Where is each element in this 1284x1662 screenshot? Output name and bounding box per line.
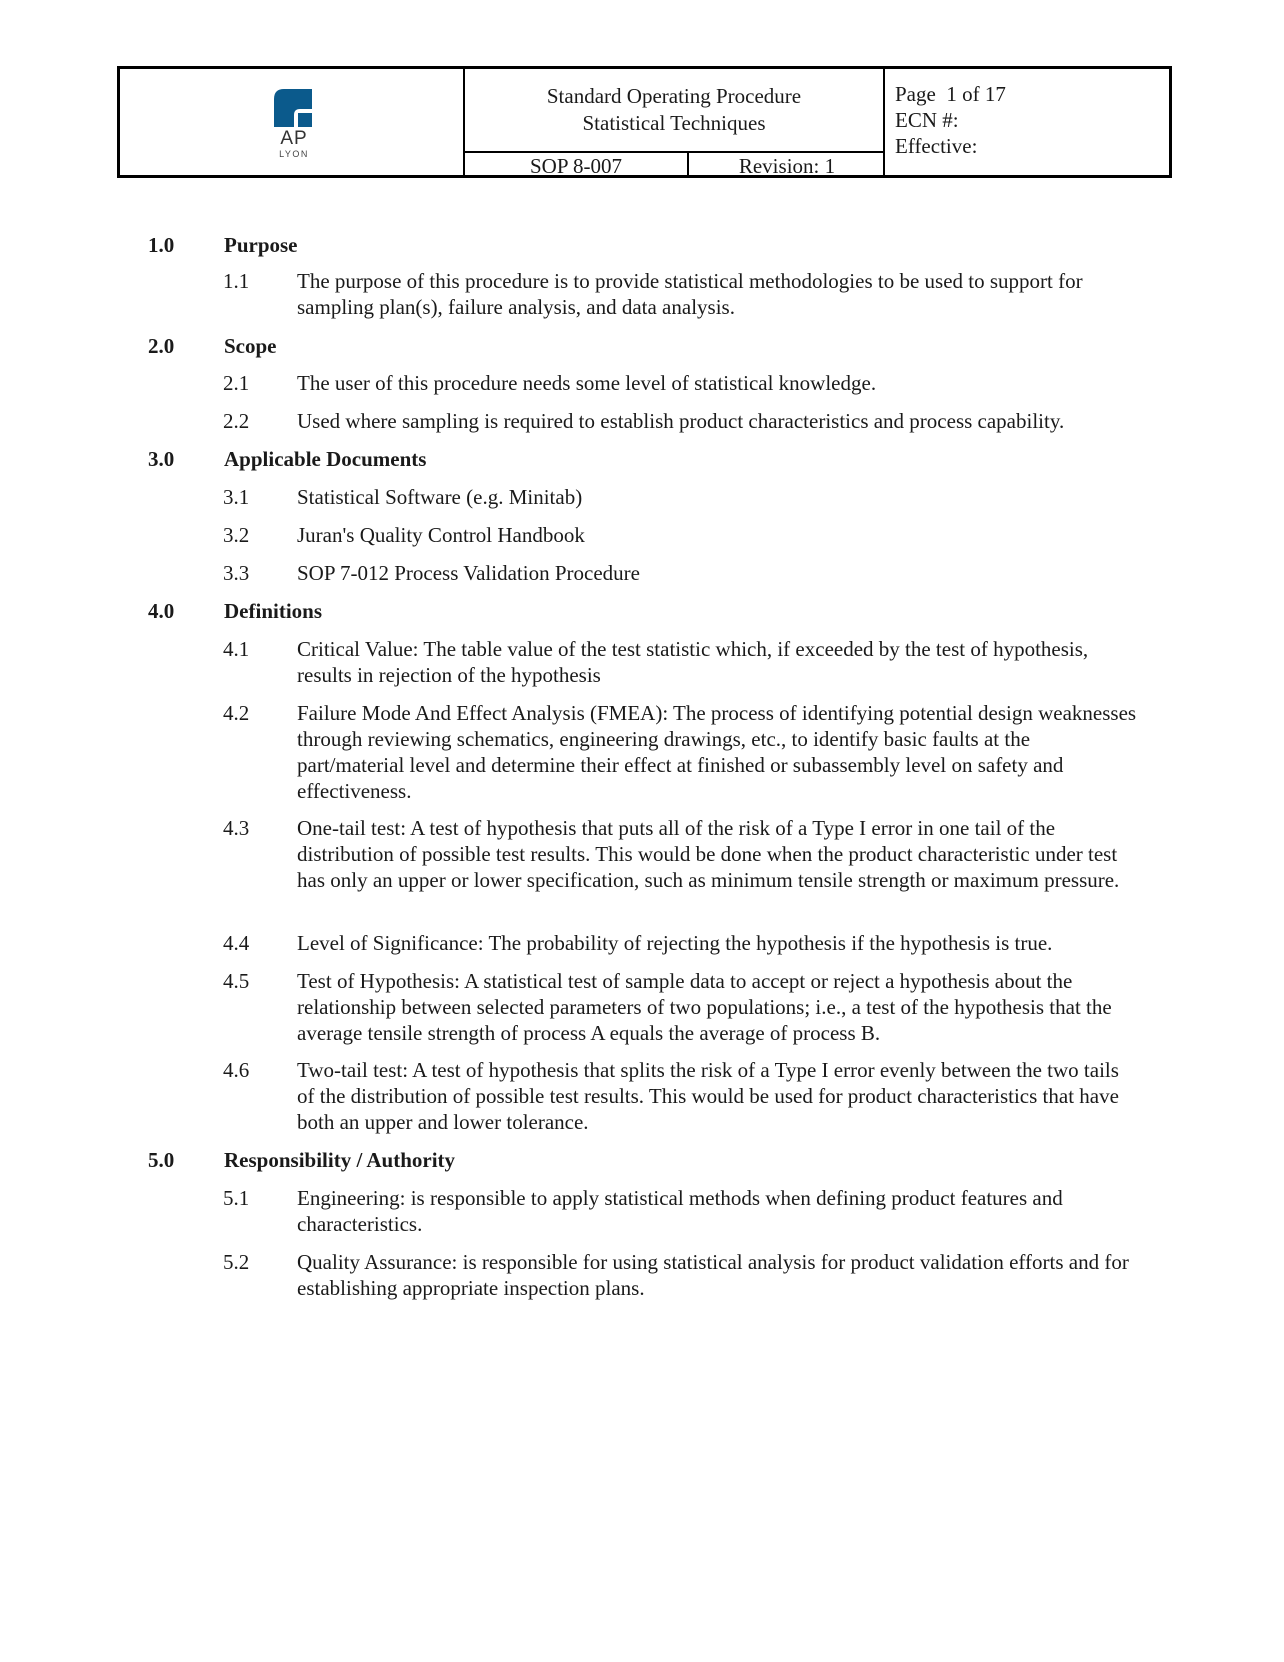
section-number: 3.0 — [148, 447, 175, 471]
logo-cell — [120, 69, 465, 175]
item-text: Used where sampling is required to establish product characteristics and process capability. — [297, 409, 1065, 433]
sop-number: SOP 8-007 — [465, 153, 689, 177]
title-cell — [465, 69, 885, 178]
item-text: The purpose of this procedure is to provide statistical methodologies to be used to support for sampling plan(s), failure analysis, and data analysis. — [297, 269, 1083, 319]
item-text: Two-tail test: A test of hypothesis that splits the risk of a Type I error evenly between the two tails of the distribution of possible test results. This would be used for product characteristics that have both an upper and lower tolerance. — [297, 1058, 1119, 1134]
item-number: 5.1 — [223, 1186, 250, 1210]
section-title: Purpose — [224, 233, 298, 257]
doc-type: Standard Operating Procedure — [546, 84, 802, 108]
logo-ap-text: AP — [280, 128, 308, 149]
item-text: The user of this procedure needs some level of statistical knowledge. — [297, 371, 877, 395]
section-number: 1.0 — [148, 233, 175, 257]
section-number: 5.0 — [148, 1148, 175, 1172]
doc-id-row — [465, 151, 883, 177]
item-text: Failure Mode And Effect Analysis (FMEA): The process of identifying potential design weaknesses through reviewing schematics, engineering drawings, etc., to identify basic faults at the part/material level and determine their effect at finished or subassembly level on safety and effectiveness. — [297, 701, 1137, 803]
logo-lyon-text: LYON — [279, 149, 309, 159]
section-title: Applicable Documents — [224, 447, 427, 471]
item-number: 4.2 — [223, 701, 250, 725]
page-info-cell — [885, 69, 1169, 175]
document-header — [117, 66, 1172, 178]
ecn-number: ECN #: — [895, 108, 959, 132]
item-number: 4.4 — [223, 931, 250, 955]
company-logo — [274, 89, 314, 161]
item-number: 4.3 — [223, 816, 250, 840]
revision: Revision: 1 — [738, 154, 836, 178]
section-title: Scope — [224, 334, 277, 358]
item-text: Quality Assurance: is responsible for using statistical analysis for product validation efforts and for establishing appropriate inspection plans. — [297, 1250, 1129, 1300]
item-text: Juran's Quality Control Handbook — [297, 523, 585, 547]
ap-lyon-logo-icon — [274, 89, 312, 127]
item-number: 2.2 — [223, 409, 250, 433]
item-number: 5.2 — [223, 1250, 250, 1274]
item-text: Level of Significance: The probability of rejecting the hypothesis if the hypothesis is true. — [297, 931, 1053, 955]
item-text: Critical Value: The table value of the test statistic which, if exceeded by the test of hypothesis, results in rejection of the hypothesis — [297, 637, 1089, 687]
item-number: 3.1 — [223, 485, 250, 509]
item-number: 3.3 — [223, 561, 250, 585]
item-text: SOP 7-012 Process Validation Procedure — [297, 561, 640, 585]
item-text: Test of Hypothesis: A statistical test of sample data to accept or reject a hypothesis about the relationship between selected parameters of two populations; i.e., a test of the hypothesis that the average tensile strength of process A equals the average of process B. — [297, 969, 1112, 1045]
page-number: Page 1 of 17 — [895, 82, 1006, 106]
section-title: Definitions — [224, 599, 323, 623]
item-number: 4.5 — [223, 969, 250, 993]
effective-date: Effective: — [895, 134, 978, 158]
item-text: Engineering: is responsible to apply statistical methods when defining product features and characteristics. — [297, 1186, 1063, 1236]
section-number: 4.0 — [148, 599, 175, 623]
item-text: Statistical Software (e.g. Minitab) — [297, 485, 583, 509]
section-number: 2.0 — [148, 334, 175, 358]
section-title: Responsibility / Authority — [224, 1148, 456, 1172]
item-number: 3.2 — [223, 523, 250, 547]
item-number: 4.6 — [223, 1058, 250, 1082]
item-number: 1.1 — [223, 269, 250, 293]
doc-title: Statistical Techniques — [582, 111, 766, 135]
item-text: One-tail test: A test of hypothesis that puts all of the risk of a Type I error in one tail of the distribution of possible test results. This would be done when the product characteristic under test has only an upper or lower specification, such as minimum tensile strength or maximum pressure. — [297, 816, 1120, 892]
item-number: 4.1 — [223, 637, 250, 661]
item-number: 2.1 — [223, 371, 250, 395]
